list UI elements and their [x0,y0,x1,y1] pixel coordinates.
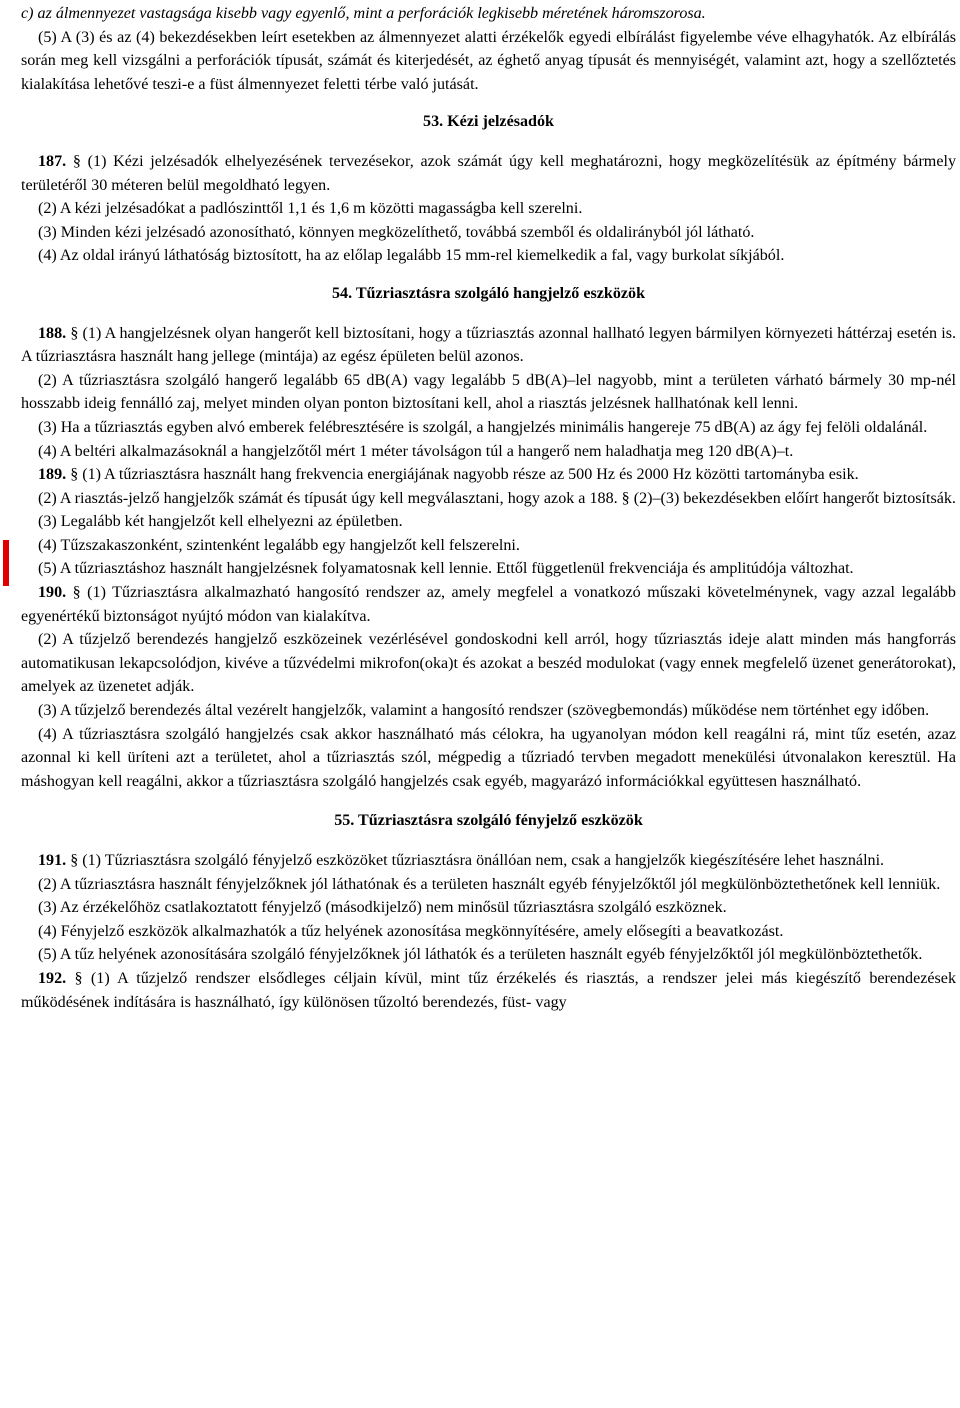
paragraph-text: (2) A tűzriasztásra használt fényjelzőknek jól láthatónak és a területen használt egyéb fényjelzőktől jól megkülönböztethetőnek kell lenniük. [38,875,941,893]
section-paragraph [21,967,956,1014]
paragraph-text: (2) A tűzjelző berendezés hangjelző eszközeinek vezérlésével gondoskodni kell arról, hogy tűzriasztás ideje alatt minden más hangforrás automatikusan lekapcsolódjon, kivéve a tűzvédelmi mikrofon(oka)t és azokat a beszéd modulokat (vagy ennek megfelelő üzenet generátorokat), amelyek az üzenetet adják. [21,631,956,696]
document-page [21,2,956,1014]
section-number: 190. [38,584,67,602]
paragraph-text: § (1) Tűzriasztásra alkalmazható hangosító rendszer az, amely megfelel a vonatkozó műszaki követelménynek, vagy azzal legalább egyenértékű biztonságot nyújtó módon van kialakítva. [21,584,956,625]
paragraph [21,221,956,245]
section-number: 191. [38,852,67,869]
section-paragraph [21,849,956,873]
paragraph [21,873,956,897]
paragraph [21,699,956,723]
section-paragraph [21,581,956,628]
paragraph [21,723,956,794]
paragraph [21,440,956,464]
paragraph-text: (3) Az érzékelőhöz csatlakoztatott fényjelző (másodkijelző) nem minősül tűzriasztásra szolgáló eszköznek. [38,899,727,917]
paragraph-text: (4) Tűzszakaszonként, szintenként legalább egy hangjelzőt kell felszerelni. [38,536,520,554]
paragraph [21,628,956,699]
paragraph-text: (2) A kézi jelzésadókat a padlószinttől 1,1 és 1,6 m közötti magasságba kell szerelni. [38,200,583,218]
paragraph [21,510,956,534]
paragraph-text: § (1) Tűzriasztásra szolgáló fényjelző eszközöket tűzriasztásra önállóan nem, csak a hangjelzők kiegészítésére lehet használni. [70,852,885,869]
section-number: 188. [38,324,67,342]
section-heading: 55. Tűzriasztásra szolgáló fényjelző eszközök [334,812,643,830]
paragraph-text: (5) A tűz helyének azonosítására szolgáló fényjelzőknek jól láthatók és a területen használt egyéb fényjelzőktől jól megkülönböztethetők. [38,946,923,964]
paragraph-text: § (1) Kézi jelzésadók elhelyezésének tervezésekor, azok számát úgy kell meghatározni, hogy megközelítésük az építmény bármely területéről 30 méteren belül megoldható legyen. [21,152,956,194]
section-heading: 53. Kézi jelzésadók [423,113,554,131]
paragraph-text: (2) A riasztás-jelző hangjelzők számát és típusát úgy kell megválasztani, hogy azok a 188. § (2)–(3) bekezdésekben előírt hangerőt biztosítsák. [38,489,956,507]
paragraph-text: c) az álmennyezet vastagsága kisebb vagy egyenlő, mint a perforációk legkisebb méretének háromszorosa. [21,5,706,22]
paragraph-text: § (1) A tűzjelző rendszer elsődleges céljain kívül, mint tűz érzékelés és riasztás, a rendszer jelei más kiegészítő berendezések működésének indítására is használható, így különösen tűzoltó berendezés, füst- vagy [21,969,956,1011]
paragraph-text: (4) A tűzriasztásra szolgáló hangjelzés csak akkor használható más célokra, ha ugyanolyan módon kell reagálni rá, mint tűz esetén, azaz azonnal ki kell üríteni azt a területet, ahol a tűzriasztás szól, mégpedig a tűzriadó tervben megadott menekülési útvonalakon keresztül. Ha máshogyan kell reagálni, akkor a tűzriasztásra szolgáló hangjelzés csak egyéb, magyarázó információkkal együttesen használható. [21,725,956,790]
paragraph [21,26,956,97]
section-paragraph [21,150,956,197]
paragraph [21,487,956,511]
paragraph [21,920,956,944]
paragraph-text: (3) Legalább két hangjelzőt kell elhelyezni az épületben. [38,513,403,531]
section-number: 189. [38,466,67,484]
paragraph-text: (3) A tűzjelző berendezés által vezérelt hangjelzők, valamint a hangosító rendszer (szövegbemondás) működése nem történhet egy időben. [38,702,930,720]
paragraph [21,416,956,440]
paragraph-text: (4) Az oldal irányú láthatóság biztosított, ha az előlap legalább 15 mm-rel kiemelkedik a fal, vagy burkolat síkjából. [38,247,785,265]
paragraph [21,197,956,221]
paragraph-text: (4) A beltéri alkalmazásoknál a hangjelzőtől mért 1 méter távolságon túl a hangerő nem haladhatja meg 120 dB(A)–t. [38,442,794,460]
paragraph-text: (3) Minden kézi jelzésadó azonosítható, könnyen megközelíthető, továbbá szemből és oldalirányból jól látható. [38,223,755,241]
change-marker [3,540,9,586]
paragraph-text: (3) Ha a tűzriasztás egyben alvó emberek felébresztésére is szolgál, a hangjelzés minimális hangereje 75 dB(A) az ágy fej felöli oldalánál. [38,418,928,436]
section-paragraph [21,463,956,487]
paragraph [21,244,956,268]
paragraph-text: § (1) A tűzriasztásra használt hang frekvencia energiájának nagyobb része az 500 Hz és 2000 Hz közötti tartományba esik. [70,466,859,484]
section-number: 187. [38,152,67,170]
section-heading: 54. Tűzriasztásra szolgáló hangjelző eszközök [331,284,646,302]
paragraph [21,534,956,558]
paragraph-text: (5) A (3) és az (4) bekezdésekben leírt esetekben az álmennyezet alatti érzékelők egyedi elbírálást figyelembe véve elhagyhatók. Az elbírálás során meg kell vizsgálni a perforációk típusát, számát és kiterjedését, az éghető anyag típusát és mennyiségét, valamint azt, hogy a szellőztetés kialakítása lehetővé teszi-e a füst álmennyezet feletti térbe való jutását. [21,28,956,93]
paragraph-text: (5) A tűzriasztáshoz használt hangjelzésnek folyamatosnak kell lennie. Ettől függetlenül frekvenciája és amplitúdója változhat. [38,560,854,578]
paragraph [21,369,956,416]
paragraph-text: (2) A tűzriasztásra szolgáló hangerő legalább 65 dB(A) vagy legalább 5 dB(A)–lel nagyobb, mint a területen várható bármely 30 mp-nél hosszabb ideig fennálló zaj, melyet minden olyan ponton biztosítani kell, ahol a riasztás jelzésnek hallhatónak kell lenni. [21,371,956,413]
paragraph-text: § (1) A hangjelzésnek olyan hangerőt kell biztosítani, hogy a tűzriasztás azonnal hallható legyen bármilyen környezeti háttérzaj esetén is. A tűzriasztásra használt hang jellege (mintája) az egész épületen belül azonos. [21,324,956,366]
section-paragraph [21,322,956,369]
paragraph [21,2,956,26]
paragraph [21,943,956,967]
paragraph [21,896,956,920]
section-number: 192. [38,969,67,987]
paragraph [21,557,956,581]
paragraph-text: (4) Fényjelző eszközök alkalmazhatók a tűz helyének azonosítása megkönnyítésére, amely elősegíti a beavatkozást. [38,922,784,940]
